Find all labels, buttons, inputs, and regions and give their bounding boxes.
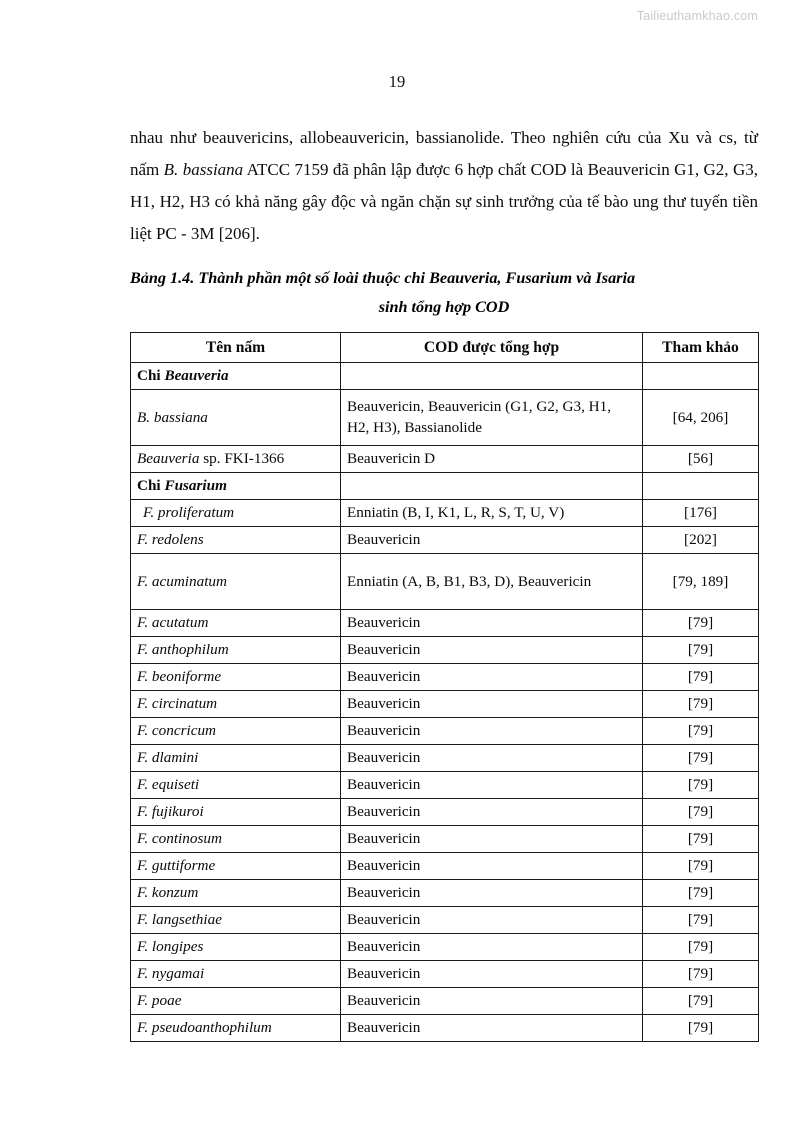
reference-cell xyxy=(643,363,759,390)
table-caption-line-2: sinh tổng hợp COD xyxy=(378,298,510,316)
table-row xyxy=(131,988,759,1015)
cod-cell: Beauvericin xyxy=(341,826,643,853)
cod-cell: Beauvericin, Beauvericin (G1, G2, G3, H1, H2, H3), Bassianolide xyxy=(341,390,643,446)
table-header-row xyxy=(131,333,759,363)
species-strain-suffix: sp. FKI-1366 xyxy=(199,450,285,467)
species-name-cell: F. anthophilum xyxy=(131,637,341,664)
genus-header-cell: Chi Fusarium xyxy=(131,473,341,500)
cod-cell: Beauvericin xyxy=(341,527,643,554)
cod-cell: Beauvericin xyxy=(341,799,643,826)
species-cod-table xyxy=(130,332,759,1042)
reference-cell xyxy=(643,473,759,500)
content-column xyxy=(130,122,758,1042)
table-row xyxy=(131,1015,759,1042)
table-row xyxy=(131,610,759,637)
species-name-cell: F. longipes xyxy=(131,934,341,961)
species-name-cell: F. poae xyxy=(131,988,341,1015)
species-name-cell: F. concricum xyxy=(131,718,341,745)
table-row xyxy=(131,500,759,527)
reference-cell: [79] xyxy=(643,907,759,934)
species-name-cell: F. langsethiae xyxy=(131,907,341,934)
species-name-cell: F. redolens xyxy=(131,527,341,554)
cod-cell: Beauvericin D xyxy=(341,446,643,473)
cod-cell: Beauvericin xyxy=(341,961,643,988)
watermark-text: Tailieuthamkhao.com xyxy=(636,9,758,23)
paragraph-part-2: ATCC 7159 đã phân lập được 6 hợp chất COD là Beauvericin G1, G2, G3, H1, H2, H3 có khả năng gây độc và ngăn chặn sự sinh trưởng của tế bào ung thư tuyến tiền liệt PC - 3M [206]. xyxy=(130,160,758,243)
table-row xyxy=(131,554,759,610)
table-row xyxy=(131,934,759,961)
reference-cell: [79] xyxy=(643,1015,759,1042)
species-name-cell: F. continosum xyxy=(131,826,341,853)
cod-cell: Beauvericin xyxy=(341,610,643,637)
cod-cell: Beauvericin xyxy=(341,853,643,880)
table-row xyxy=(131,907,759,934)
cod-cell: Beauvericin xyxy=(341,988,643,1015)
table-row xyxy=(131,390,759,446)
table-row xyxy=(131,473,759,500)
cod-cell: Enniatin (A, B, B1, B3, D), Beauvericin xyxy=(341,554,643,610)
species-name-cell: F. dlamini xyxy=(131,745,341,772)
page-number: 19 xyxy=(388,72,406,91)
table-caption-line-1: Bảng 1.4. Thành phần một số loài thuộc chi Beauveria, Fusarium và Isaria xyxy=(130,269,636,287)
body-paragraph xyxy=(130,122,758,250)
reference-cell: [79] xyxy=(643,691,759,718)
species-name-italic: B. bassiana xyxy=(163,160,244,179)
reference-cell: [79] xyxy=(643,880,759,907)
table-caption xyxy=(130,264,758,322)
table-row xyxy=(131,718,759,745)
cod-cell: Beauvericin xyxy=(341,934,643,961)
cod-cell xyxy=(341,473,643,500)
cod-cell: Beauvericin xyxy=(341,1015,643,1042)
reference-cell: [79] xyxy=(643,718,759,745)
table-row xyxy=(131,691,759,718)
reference-cell: [79] xyxy=(643,988,759,1015)
species-name-cell: F. fujikuroi xyxy=(131,799,341,826)
species-name-cell: B. bassiana xyxy=(131,390,341,446)
cod-cell: Enniatin (B, I, K1, L, R, S, T, U, V) xyxy=(341,500,643,527)
species-name-cell: F. equiseti xyxy=(131,772,341,799)
table-body xyxy=(131,363,759,1042)
reference-cell: [79] xyxy=(643,934,759,961)
cod-cell: Beauvericin xyxy=(341,880,643,907)
species-name-cell: F. beoniforme xyxy=(131,664,341,691)
genus-header-cell: Chi Beauveria xyxy=(131,363,341,390)
species-name-cell xyxy=(131,446,341,473)
species-name-cell: F. nygamai xyxy=(131,961,341,988)
cod-cell: Beauvericin xyxy=(341,745,643,772)
reference-cell: [79] xyxy=(643,826,759,853)
cod-cell: Beauvericin xyxy=(341,691,643,718)
reference-cell: [79] xyxy=(643,961,759,988)
column-header-reference: Tham khảo xyxy=(643,333,759,363)
table-row xyxy=(131,772,759,799)
species-name-cell: F. acuminatum xyxy=(131,554,341,610)
table-row xyxy=(131,637,759,664)
reference-cell: [56] xyxy=(643,446,759,473)
table-row xyxy=(131,799,759,826)
cod-cell: Beauvericin xyxy=(341,718,643,745)
cod-cell: Beauvericin xyxy=(341,907,643,934)
paragraph-part-1: nhau như beauvericins, allobeauvericin, bassianolide. Theo nghiên cứu của Xu và cs, từ nấm xyxy=(130,128,758,179)
reference-cell: [176] xyxy=(643,500,759,527)
species-name-cell: F. circinatum xyxy=(131,691,341,718)
column-header-fungus-name: Tên nấm xyxy=(131,333,341,363)
reference-cell: [79] xyxy=(643,745,759,772)
reference-cell: [79] xyxy=(643,799,759,826)
species-name-cell: F. guttiforme xyxy=(131,853,341,880)
reference-cell: [79] xyxy=(643,772,759,799)
cod-cell: Beauvericin xyxy=(341,772,643,799)
cod-cell: Beauvericin xyxy=(341,664,643,691)
species-name-cell: F. pseudoanthophilum xyxy=(131,1015,341,1042)
table-row xyxy=(131,527,759,554)
table-row xyxy=(131,363,759,390)
species-genus-italic: Beauveria xyxy=(137,450,200,467)
table-row xyxy=(131,826,759,853)
table-row xyxy=(131,664,759,691)
cod-cell: Beauvericin xyxy=(341,637,643,664)
table-row xyxy=(131,961,759,988)
species-name-cell: F. konzum xyxy=(131,880,341,907)
reference-cell: [79] xyxy=(643,610,759,637)
reference-cell: [79, 189] xyxy=(643,554,759,610)
reference-cell: [64, 206] xyxy=(643,390,759,446)
reference-cell: [79] xyxy=(643,853,759,880)
genus-name: Fusarium xyxy=(164,477,227,494)
species-name-cell: F. proliferatum xyxy=(131,500,341,527)
table-row xyxy=(131,745,759,772)
column-header-cod: COD được tổng hợp xyxy=(341,333,643,363)
reference-cell: [79] xyxy=(643,637,759,664)
cod-cell xyxy=(341,363,643,390)
genus-name: Beauveria xyxy=(164,367,229,384)
reference-cell: [79] xyxy=(643,664,759,691)
table-row xyxy=(131,853,759,880)
species-name-cell: F. acutatum xyxy=(131,610,341,637)
table-row xyxy=(131,446,759,473)
reference-cell: [202] xyxy=(643,527,759,554)
table-row xyxy=(131,880,759,907)
